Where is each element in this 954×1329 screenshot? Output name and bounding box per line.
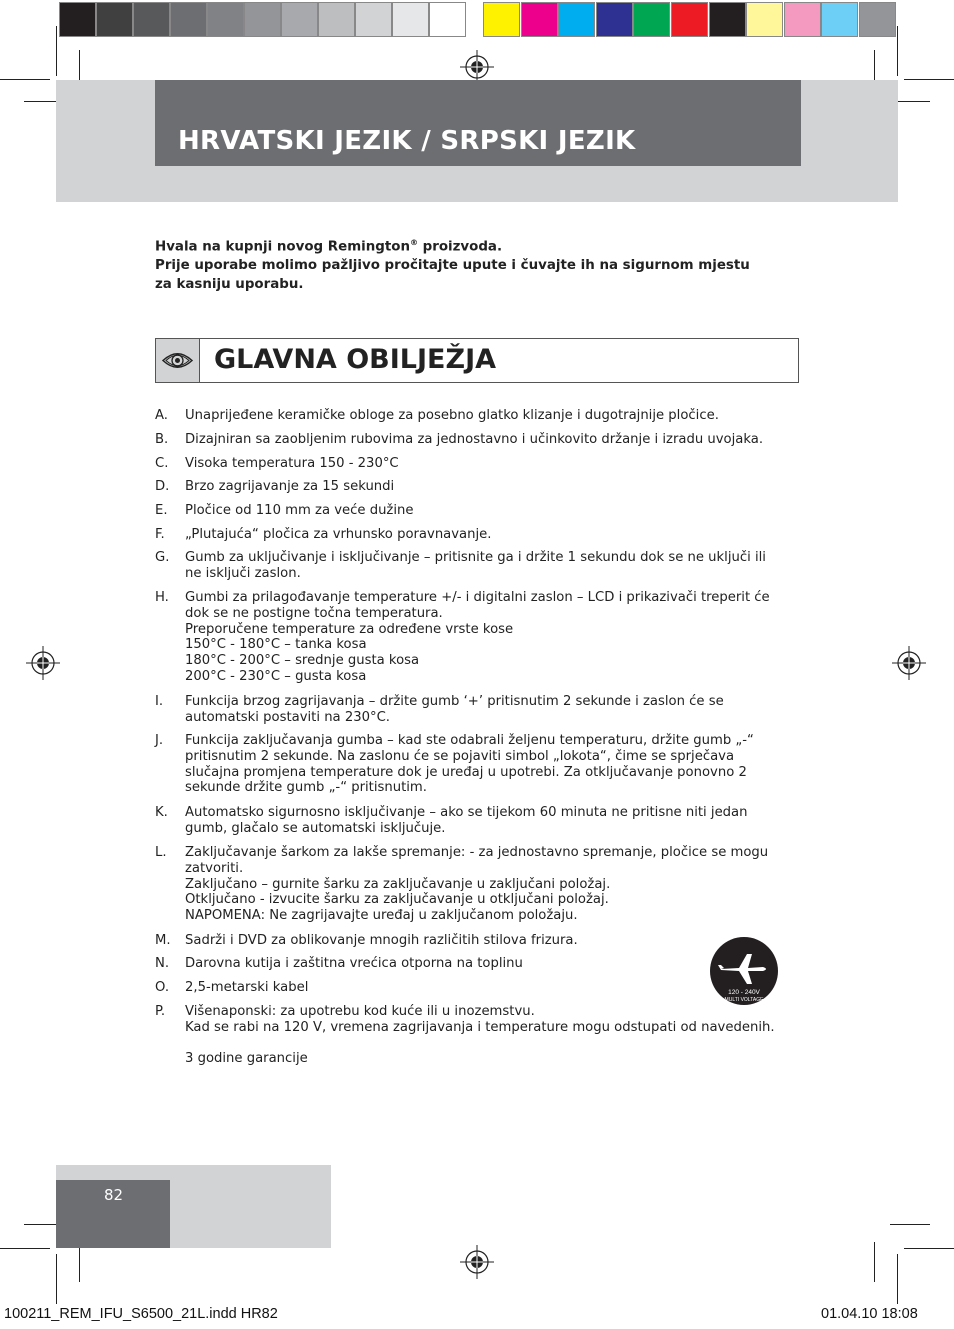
intro-line-3: za kasniju uporabu. (155, 277, 304, 292)
color-swatch (821, 2, 858, 37)
gray-swatch (429, 2, 466, 37)
page-title: HRVATSKI JEZIK / SRPSKI JEZIK (178, 126, 636, 156)
list-item-text: Dizajniran sa zaobljenim rubovima za jednostavno i učinkovito držanje i izradu uvojaka. (185, 432, 764, 447)
list-item-text: 2,5-metarski kabel (185, 980, 309, 995)
gray-swatch (318, 2, 355, 37)
list-item-letter: C. (155, 456, 169, 471)
list-item-letter: O. (155, 980, 170, 995)
list-item-letter: A. (155, 408, 168, 423)
list-item-text: Višenaponski: za upotrebu kod kuće ili u inozemstvu. Kad se rabi na 120 V, vremena zagrijavanja i temperature mogu odstupati od navedenih. 3 godine garancije (185, 1004, 775, 1067)
footer-file-info: 100211_REM_IFU_S6500_21L.indd HR82 (4, 1306, 278, 1322)
list-item-letter: H. (155, 590, 169, 605)
gray-swatch (170, 2, 207, 37)
list-item-text: Gumb za uključivanje i isključivanje – pritisnite ga i držite 1 sekundu dok se ne uključi ili ne isključi zaslon. (185, 550, 766, 581)
intro-line-2: Prije uporabe molimo pažljivo pročitajte upute i čuvajte ih na sigurnom mjestu (155, 258, 750, 273)
list-item-letter: N. (155, 956, 170, 971)
page-number: 82 (104, 1186, 124, 1204)
multi-voltage-badge (709, 936, 779, 1006)
footer-date-time: 01.04.10 18:08 (821, 1306, 918, 1322)
list-item-text: Brzo zagrijavanje za 15 sekundi (185, 479, 395, 494)
list-item-text: Unaprijeđene keramičke obloge za posebno glatko klizanje i dugotrajnije pločice. (185, 408, 719, 423)
list-item-letter: G. (155, 550, 170, 565)
gray-swatch (133, 2, 170, 37)
registration-mark-icon (460, 1245, 494, 1279)
registration-mark-icon (460, 50, 494, 84)
color-swatch (784, 2, 821, 37)
section-title: GLAVNA OBILJEŽJA (214, 344, 497, 375)
list-item-letter: M. (155, 933, 171, 948)
color-swatch (709, 2, 746, 37)
list-item-text: „Plutajuća“ pločica za vrhunsko poravnavanje. (185, 527, 492, 542)
list-item-letter: P. (155, 1004, 166, 1019)
gray-swatch (355, 2, 392, 37)
intro-text: Hvala na kupnji novog Remington (155, 239, 410, 255)
list-item-letter: K. (155, 805, 168, 820)
list-item-text: Darovna kutija i zaštitna vrećica otporna na toplinu (185, 956, 523, 971)
list-item-text: Automatsko sigurnosno isključivanje – ako se tijekom 60 minuta ne pritisne niti jedan gumb, glačalo se automatski isključuje. (185, 805, 748, 836)
color-swatch (859, 2, 896, 37)
color-swatch (633, 2, 670, 37)
list-item-letter: I. (155, 694, 164, 709)
list-item-text: Funkcija zaključavanja gumba – kad ste odabrali željenu temperaturu, držite gumb „-“ pritisnutim 2 sekunde. Na zaslonu će se pojaviti simbol „lokota“, čime se sprječava slučajna promjena temperature dok je uređaj u upotrebi. Za otključavanje ponovno 2 sekunde držite gumb „-“ pritisnutim. (185, 733, 754, 796)
color-swatch (558, 2, 595, 37)
intro-line-1 (155, 238, 502, 254)
list-item-text: Visoka temperatura 150 - 230°C (185, 456, 399, 471)
intro-text: proizvoda. (417, 239, 503, 255)
registered-mark: ® (409, 238, 418, 247)
badge-multi-voltage-text: MULTI VOLTAGE (724, 997, 764, 1003)
list-item-text: Gumbi za prilagođavanje temperature +/- i digitalni zaslon – LCD i prikazivači treperit će dok se ne postigne točna temperatura. Preporučene temperature za određene vrste kose 150°C - 180°C – tanka kosa 180°C - 200°C – srednje gusta kosa 200°C - 230°C – gusta kosa (185, 590, 770, 684)
badge-voltage-text: 120 - 240V (728, 989, 760, 996)
color-swatch (521, 2, 558, 37)
list-item-letter: D. (155, 479, 170, 494)
list-item-letter: F. (155, 527, 165, 542)
color-swatch (671, 2, 708, 37)
list-item-text: Funkcija brzog zagrijavanja – držite gumb ‘+’ pritisnutim 2 sekunde i zaslon će se automatski postaviti na 230°C. (185, 694, 724, 725)
list-item-letter: L. (155, 845, 167, 860)
list-item-text: Pločice od 110 mm za veće dužine (185, 503, 414, 518)
list-item-letter: J. (155, 733, 164, 748)
color-swatch (596, 2, 633, 37)
list-item-text: Sadrži i DVD za oblikovanje mnogih različitih stilova frizura. (185, 933, 578, 948)
list-item-letter: B. (155, 432, 169, 447)
gray-swatch (281, 2, 318, 37)
registration-mark-icon (892, 646, 926, 680)
registration-mark-icon (26, 646, 60, 680)
gray-swatch (96, 2, 133, 37)
list-item-text: Zaključavanje šarkom za lakše spremanje: - za jednostavno spremanje, pločice se mogu zatvoriti. Zaključano – gurnite šarku za zaključavanje u zaključani položaj. Otključano - izvucite šarku za zaključavanje u otključani položaj. NAPOMENA: Ne zagrijavajte uređaj u zaključanom položaju. (185, 845, 769, 924)
list-item-letter: E. (155, 503, 168, 518)
eye-icon (156, 339, 199, 382)
section-icon-cell (156, 339, 200, 382)
gray-swatch (59, 2, 96, 37)
color-swatch (483, 2, 520, 37)
color-swatch (746, 2, 783, 37)
gray-swatch (392, 2, 429, 37)
gray-swatch (244, 2, 281, 37)
gray-swatch (207, 2, 244, 37)
